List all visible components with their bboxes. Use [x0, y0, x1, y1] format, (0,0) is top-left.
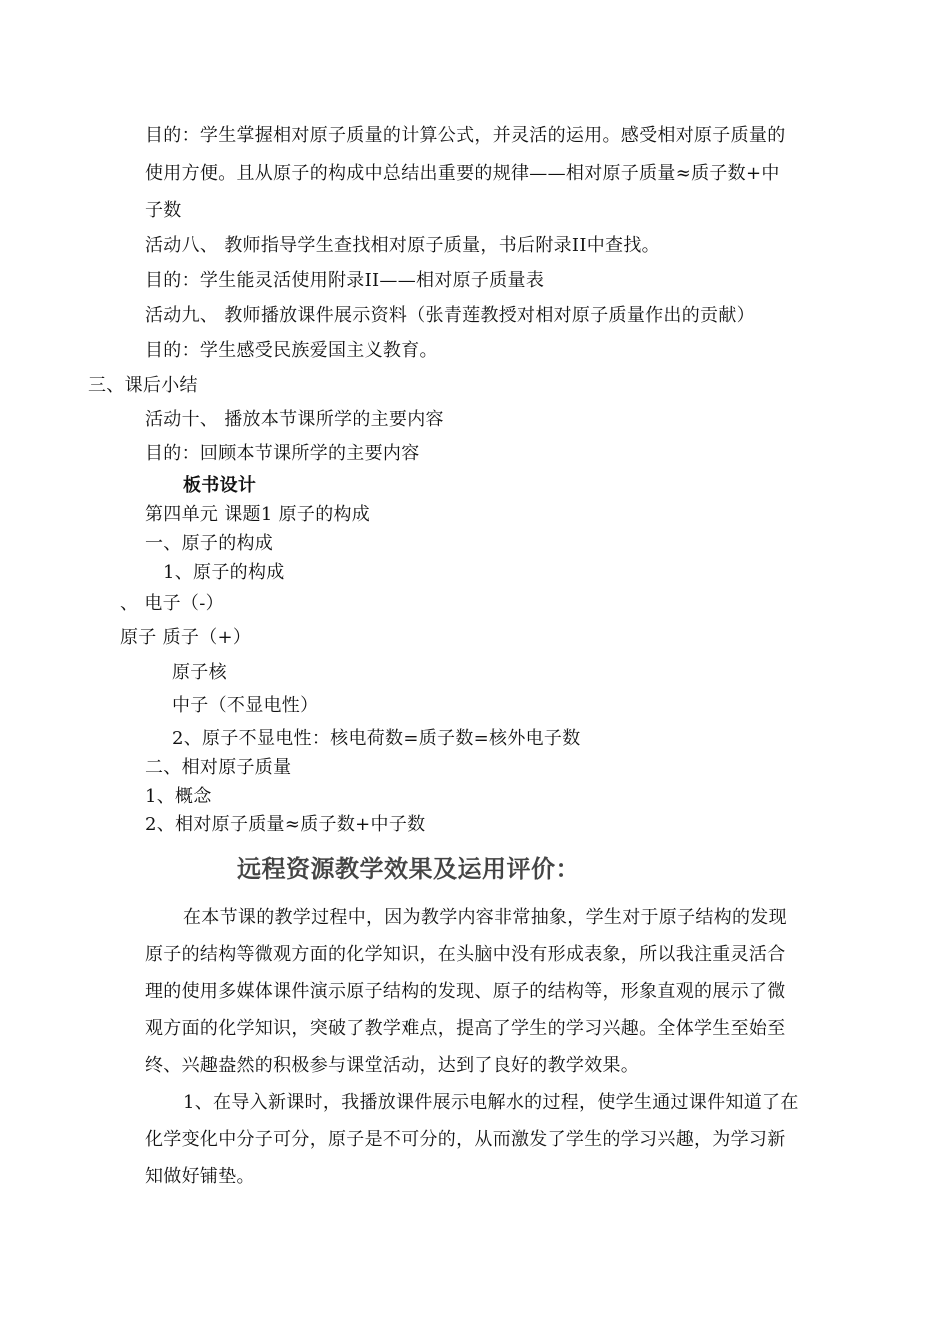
- text-line: 1、原子的构成: [163, 562, 285, 583]
- text-line: 第四单元 课题1 原子的构成: [145, 504, 371, 525]
- text-line: 2、原子不显电性：核电荷数=质子数=核外电子数: [172, 728, 581, 749]
- paragraph-line: 原子的结构等微观方面的化学知识，在头脑中没有形成表象，所以我注重灵活合: [145, 944, 786, 965]
- text-line: 原子 质子（+）: [120, 627, 252, 648]
- text-line: 目的：学生掌握相对原子质量的计算公式，并灵活的运用。感受相对原子质量的: [145, 125, 786, 146]
- text-line: 1、概念: [145, 786, 212, 807]
- paragraph-line: 化学变化中分子可分，原子是不可分的，从而激发了学生的学习兴趣，为学习新: [145, 1129, 786, 1150]
- text-line: 使用方便。且从原子的构成中总结出重要的规律——相对原子质量≈质子数+中: [145, 163, 780, 184]
- paragraph-line: 观方面的化学知识，突破了教学难点，提高了学生的学习兴趣。全体学生至始至: [145, 1018, 786, 1039]
- text-line: 活动十、 播放本节课所学的主要内容: [145, 409, 444, 430]
- paragraph-line: 1、在导入新课时，我播放课件展示电解水的过程，使学生通过课件知道了在: [183, 1092, 799, 1113]
- paragraph-line: 终、兴趣盎然的积极参与课堂活动，达到了良好的教学效果。: [145, 1055, 640, 1076]
- section-heading: 三、课后小结: [88, 375, 198, 396]
- text-line: 、 电子（-）: [120, 593, 224, 614]
- evaluation-heading: 远程资源教学效果及运用评价：: [237, 854, 580, 883]
- text-line: 二、相对原子质量: [145, 757, 292, 778]
- paragraph-line: 在本节课的教学过程中，因为教学内容非常抽象，学生对于原子结构的发现: [183, 907, 787, 928]
- text-line: 活动九、 教师播放课件展示资料（张青莲教授对相对原子质量作出的贡献）: [145, 305, 755, 326]
- paragraph-line: 理的使用多媒体课件演示原子结构的发现、原子的结构等，形象直观的展示了微: [145, 981, 786, 1002]
- board-design-title: 板书设计: [183, 475, 257, 496]
- text-line: 子数: [145, 200, 182, 221]
- text-line: 目的：回顾本节课所学的主要内容: [145, 443, 420, 464]
- text-line: 活动八、 教师指导学生查找相对原子质量，书后附录II中查找。: [145, 235, 660, 256]
- text-line: 2、相对原子质量≈质子数+中子数: [145, 814, 426, 835]
- text-line: 目的：学生感受民族爱国主义教育。: [145, 340, 438, 361]
- text-line: 一、原子的构成: [145, 533, 274, 554]
- text-line: 原子核: [172, 662, 227, 683]
- text-line: 目的：学生能灵活使用附录II——相对原子质量表: [145, 270, 545, 291]
- paragraph-line: 知做好铺垫。: [145, 1166, 255, 1187]
- text-line: 中子（不显电性）: [172, 695, 319, 716]
